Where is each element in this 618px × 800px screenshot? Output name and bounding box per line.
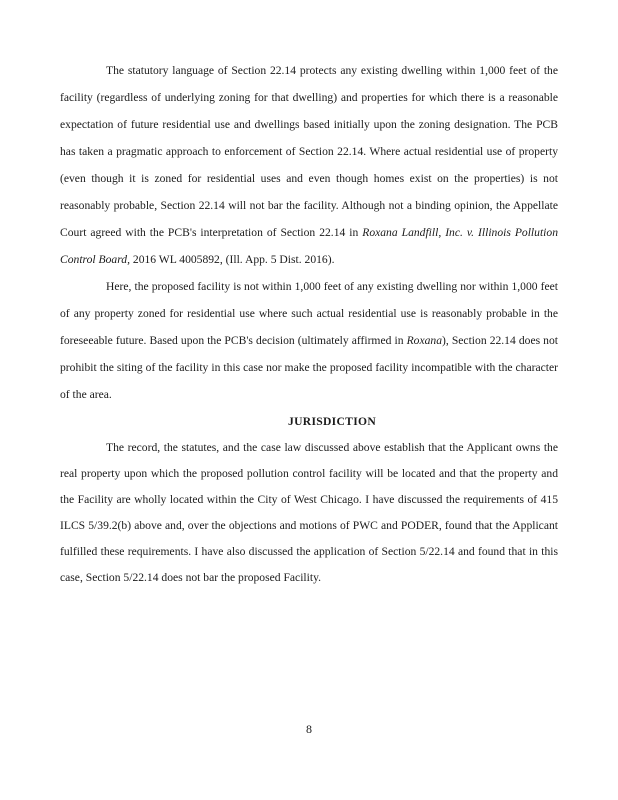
paragraph-section-22-14 [60, 57, 558, 273]
paragraph-text: Here, the proposed facility is not within 1,000 feet of any existing dwelling nor within 1,000 feet of any property zoned for residential use where such actual residential use is reasonably probable in the foreseeable future. Based upon the PCB's decision (ultimately affirmed in [60, 280, 558, 347]
body-text [60, 57, 558, 591]
section-heading: JURISDICTION [288, 415, 376, 428]
paragraph-text: ), Section 22.14 does not prohibit the siting of the facility in this case nor make the proposed facility incompatible with the character of the area. [60, 334, 558, 401]
case-citation: Roxana [406, 334, 442, 347]
paragraph-text: The statutory language of Section 22.14 protects any existing dwelling within 1,000 feet of the facility (regardless of underlying zoning for that dwelling) and properties for which there is a reasonable expectation of future residential use and dwellings based initially upon the zoning designation. The PCB has taken a pragmatic approach to enforcement of Section 22.14. Where actual residential use of property (even though it is zoned for residential uses and even though homes exist on the properties) is not reasonably probable, Section 22.14 will not bar the facility. Although not a binding opinion, the Appellate Court agreed with the PCB's interpretation of Section 22.14 in [60, 64, 558, 239]
paragraph-jurisdiction: The record, the statutes, and the case law discussed above establish that the Applicant owns the real property upon which the proposed pollution control facility will be located and that the property and the Facility are wholly located within the City of West Chicago. I have discussed the requirements of 415 ILCS 5/39.2(b) above and, over the objections and motions of PWC and PODER, found that the Applicant fulfilled these requirements. I have also discussed the application of Section 5/22.14 and found that in this case, Section 5/22.14 does not bar the proposed Facility. [60, 441, 558, 584]
paragraph-proposed-facility [60, 273, 558, 408]
case-citation: Roxana Landfill, Inc. v. Illinois Pollution Control Board, [60, 226, 558, 266]
page-number: 8 [306, 722, 312, 736]
paragraph-text: 2016 WL 4005892, (Ill. App. 5 Dist. 2016). [130, 253, 335, 266]
